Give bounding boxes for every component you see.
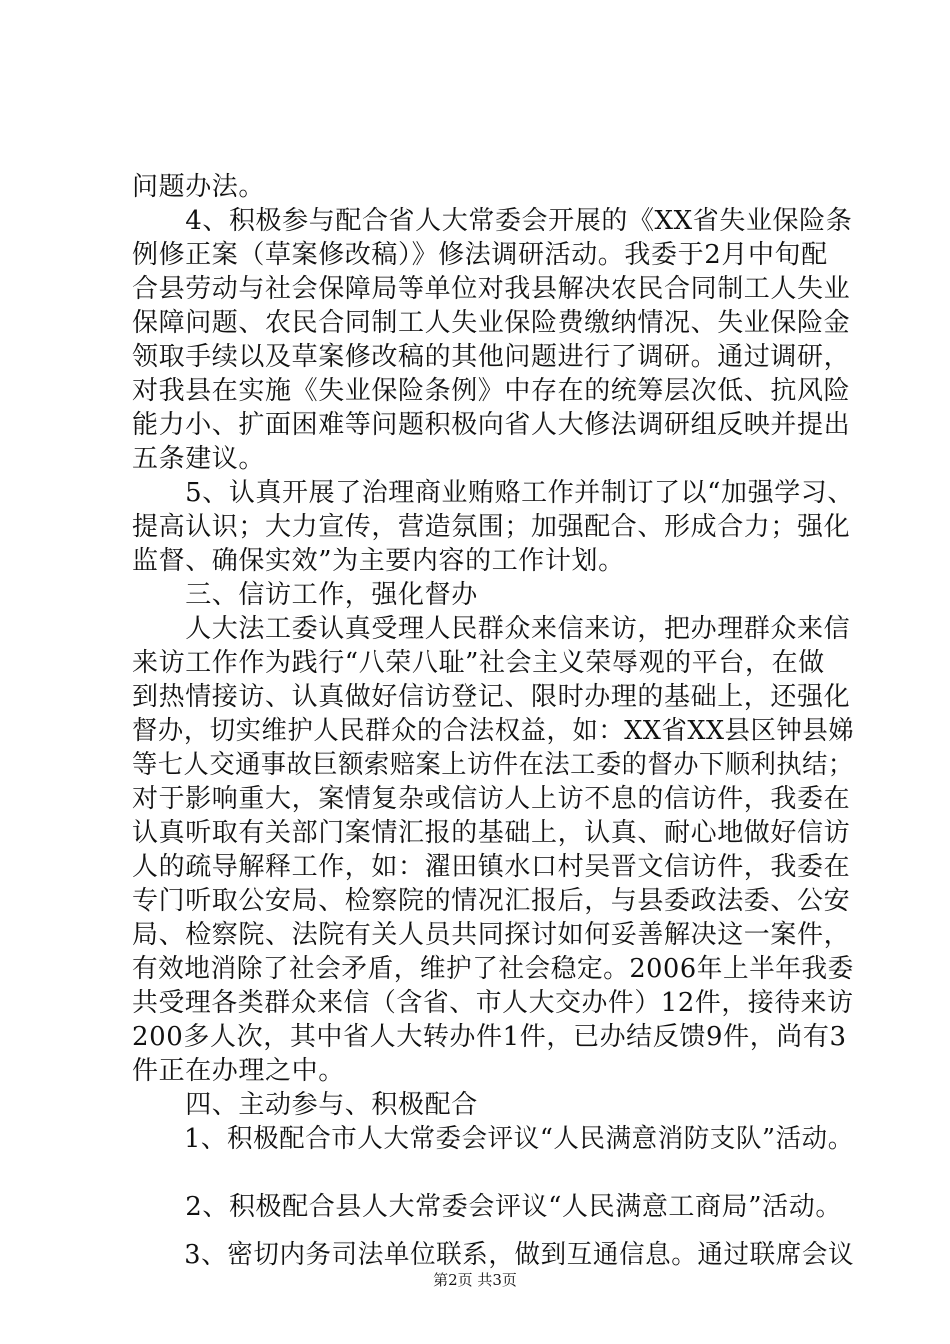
list-item: 2、积极配合县人大常委会评议“人民满意工商局”活动。	[132, 1192, 842, 1222]
body-line: 5、认真开展了治理商业贿赂工作并制订了以“加强学习、	[132, 478, 854, 508]
body-line: 件正在办理之中。	[132, 1056, 345, 1086]
section-heading: 四、主动参与、积极配合	[132, 1090, 478, 1120]
body-line: 能力小、扩面困难等问题积极向省人大修法调研组反映并提出	[132, 410, 851, 440]
body-line: 来访工作作为践行“八荣八耻”社会主义荣辱观的平台，在做	[132, 648, 825, 678]
body-line: 人大法工委认真受理人民群众来信来访，把办理群众来信	[132, 614, 851, 644]
body-line: 认真听取有关部门案情汇报的基础上，认真、耐心地做好信访	[132, 818, 851, 848]
body-line: 督办，切实维护人民群众的合法权益，如：XX省XX县区钟县娣	[132, 716, 855, 746]
body-line: 五条建议。	[132, 444, 266, 474]
body-line: 保障问题、农民合同制工人失业保险费缴纳情况、失业保险金	[132, 308, 851, 338]
body-line: 例修正案（草案修改稿）》修法调研活动。我委于2月中旬配	[132, 240, 828, 270]
body-line: 对于影响重大，案情复杂或信访人上访不息的信访件，我委在	[132, 784, 851, 814]
list-item: 1、积极配合市人大常委会评议“人民满意消防支队”活动。	[132, 1124, 854, 1154]
body-line: 等七人交通事故巨额索赔案上访件在法工委的督办下顺利执结；	[132, 750, 854, 780]
body-line: 领取手续以及草案修改稿的其他问题进行了调研。通过调研，	[132, 342, 851, 372]
body-line: 监督、确保实效”为主要内容的工作计划。	[132, 546, 625, 576]
body-line: 有效地消除了社会矛盾，维护了社会稳定。2006年上半年我委	[132, 954, 854, 984]
list-item: 3、密切内务司法单位联系，做到互通信息。通过联席会议	[132, 1240, 855, 1270]
section-heading: 三、信访工作，强化督办	[132, 580, 478, 610]
body-line: 共受理各类群众来信（含省、市人大交办件）12件，接待来访	[132, 988, 854, 1018]
body-line: 人的疏导解释工作，如：濯田镇水口村吴晋文信访件，我委在	[132, 852, 851, 882]
body-line: 合县劳动与社会保障局等单位对我县解决农民合同制工人失业	[132, 274, 851, 304]
body-line: 专门听取公安局、检察院的情况汇报后，与县委政法委、公安	[132, 886, 851, 916]
body-line: 局、检察院、法院有关人员共同探讨如何妥善解决这一案件，	[132, 920, 851, 950]
body-line: 提高认识；大力宣传，营造氛围；加强配合、形成合力；强化	[132, 512, 851, 542]
body-line: 到热情接访、认真做好信访登记、限时办理的基础上，还强化	[132, 682, 851, 712]
body-line: 问题办法。	[132, 172, 266, 202]
body-line: 4、积极参与配合省人大常委会开展的《XX省失业保险条	[132, 206, 853, 236]
page-footer: 第2页 共3页	[433, 1271, 517, 1289]
body-line: 对我县在实施《失业保险条例》中存在的统筹层次低、抗风险	[132, 376, 851, 406]
body-line: 200多人次，其中省人大转办件1件，已办结反馈9件，尚有3	[132, 1022, 847, 1052]
